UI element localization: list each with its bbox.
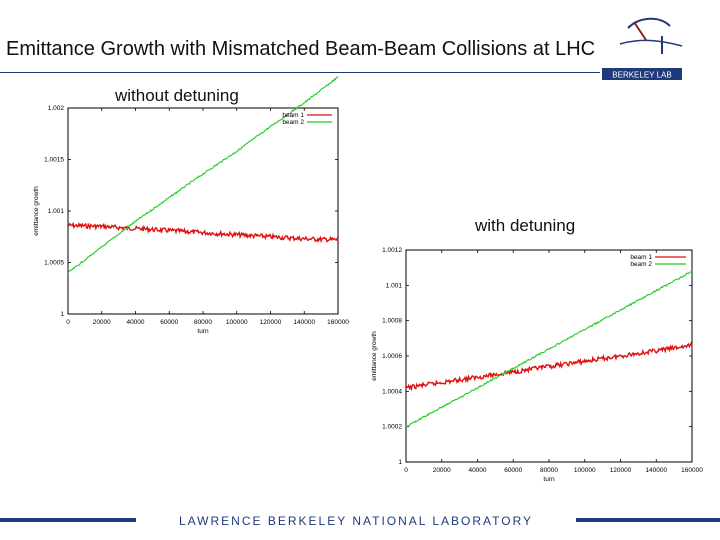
y-tick-label: 1 bbox=[60, 311, 64, 318]
x-tick-label: 0 bbox=[66, 319, 70, 326]
plot-frame bbox=[406, 250, 692, 462]
berkeley-lab-logo bbox=[600, 10, 716, 82]
logo-text: BERKELEY LAB bbox=[612, 70, 672, 80]
legend-label: beam 2 bbox=[630, 261, 652, 268]
x-tick-label: 160000 bbox=[327, 319, 349, 326]
y-tick-label: 1.0008 bbox=[382, 317, 402, 325]
legend-label: beam 1 bbox=[282, 112, 304, 119]
x-tick-label: 20000 bbox=[92, 319, 111, 326]
slide-title: Emittance Growth with Mismatched Beam-Beam Collisions at LHC bbox=[6, 38, 596, 60]
x-tick-label: 140000 bbox=[645, 467, 668, 474]
chart-without-detuning bbox=[24, 96, 349, 336]
x-tick-label: 120000 bbox=[609, 467, 632, 474]
title-divider bbox=[0, 72, 600, 73]
y-tick-label: 1.0002 bbox=[382, 423, 402, 431]
footer-banner bbox=[0, 512, 720, 540]
x-tick-label: 20000 bbox=[432, 467, 451, 474]
x-axis-label: turn bbox=[197, 328, 209, 335]
y-axis-label: emittance growth bbox=[33, 186, 40, 236]
x-tick-label: 40000 bbox=[126, 319, 145, 326]
legend-label: beam 1 bbox=[630, 254, 652, 261]
y-tick-label: 1.001 bbox=[47, 208, 64, 215]
x-axis-label: turn bbox=[543, 476, 555, 483]
x-tick-label: 120000 bbox=[259, 319, 282, 326]
y-tick-label: 1.0012 bbox=[382, 247, 402, 254]
x-tick-label: 140000 bbox=[293, 319, 316, 326]
y-axis-label: emittance growth bbox=[371, 331, 378, 381]
legend-label: beam 2 bbox=[282, 119, 304, 126]
y-tick-label: 1.0005 bbox=[44, 259, 64, 267]
y-tick-label: 1.0015 bbox=[44, 156, 64, 164]
label-with-detuning: with detuning bbox=[475, 216, 576, 235]
x-tick-label: 60000 bbox=[160, 319, 179, 326]
x-tick-label: 80000 bbox=[539, 467, 559, 474]
x-tick-label: 100000 bbox=[573, 467, 596, 474]
x-tick-label: 160000 bbox=[681, 467, 703, 474]
x-tick-label: 40000 bbox=[468, 467, 487, 474]
y-tick-label: 1 bbox=[398, 459, 402, 466]
y-tick-label: 1.001 bbox=[385, 282, 402, 290]
x-tick-label: 60000 bbox=[504, 467, 523, 474]
y-tick-label: 1.002 bbox=[47, 105, 64, 112]
footer-text: LAWRENCE BERKELEY NATIONAL LABORATORY bbox=[178, 514, 534, 528]
plot-frame bbox=[68, 108, 338, 314]
x-tick-label: 100000 bbox=[225, 319, 248, 326]
chart-with-detuning bbox=[358, 238, 703, 484]
label-without-detuning: without detuning bbox=[115, 86, 239, 105]
y-tick-label: 1.0004 bbox=[382, 388, 402, 396]
x-tick-label: 0 bbox=[404, 467, 408, 474]
y-tick-label: 1.0006 bbox=[382, 353, 402, 360]
x-tick-label: 80000 bbox=[193, 319, 213, 326]
